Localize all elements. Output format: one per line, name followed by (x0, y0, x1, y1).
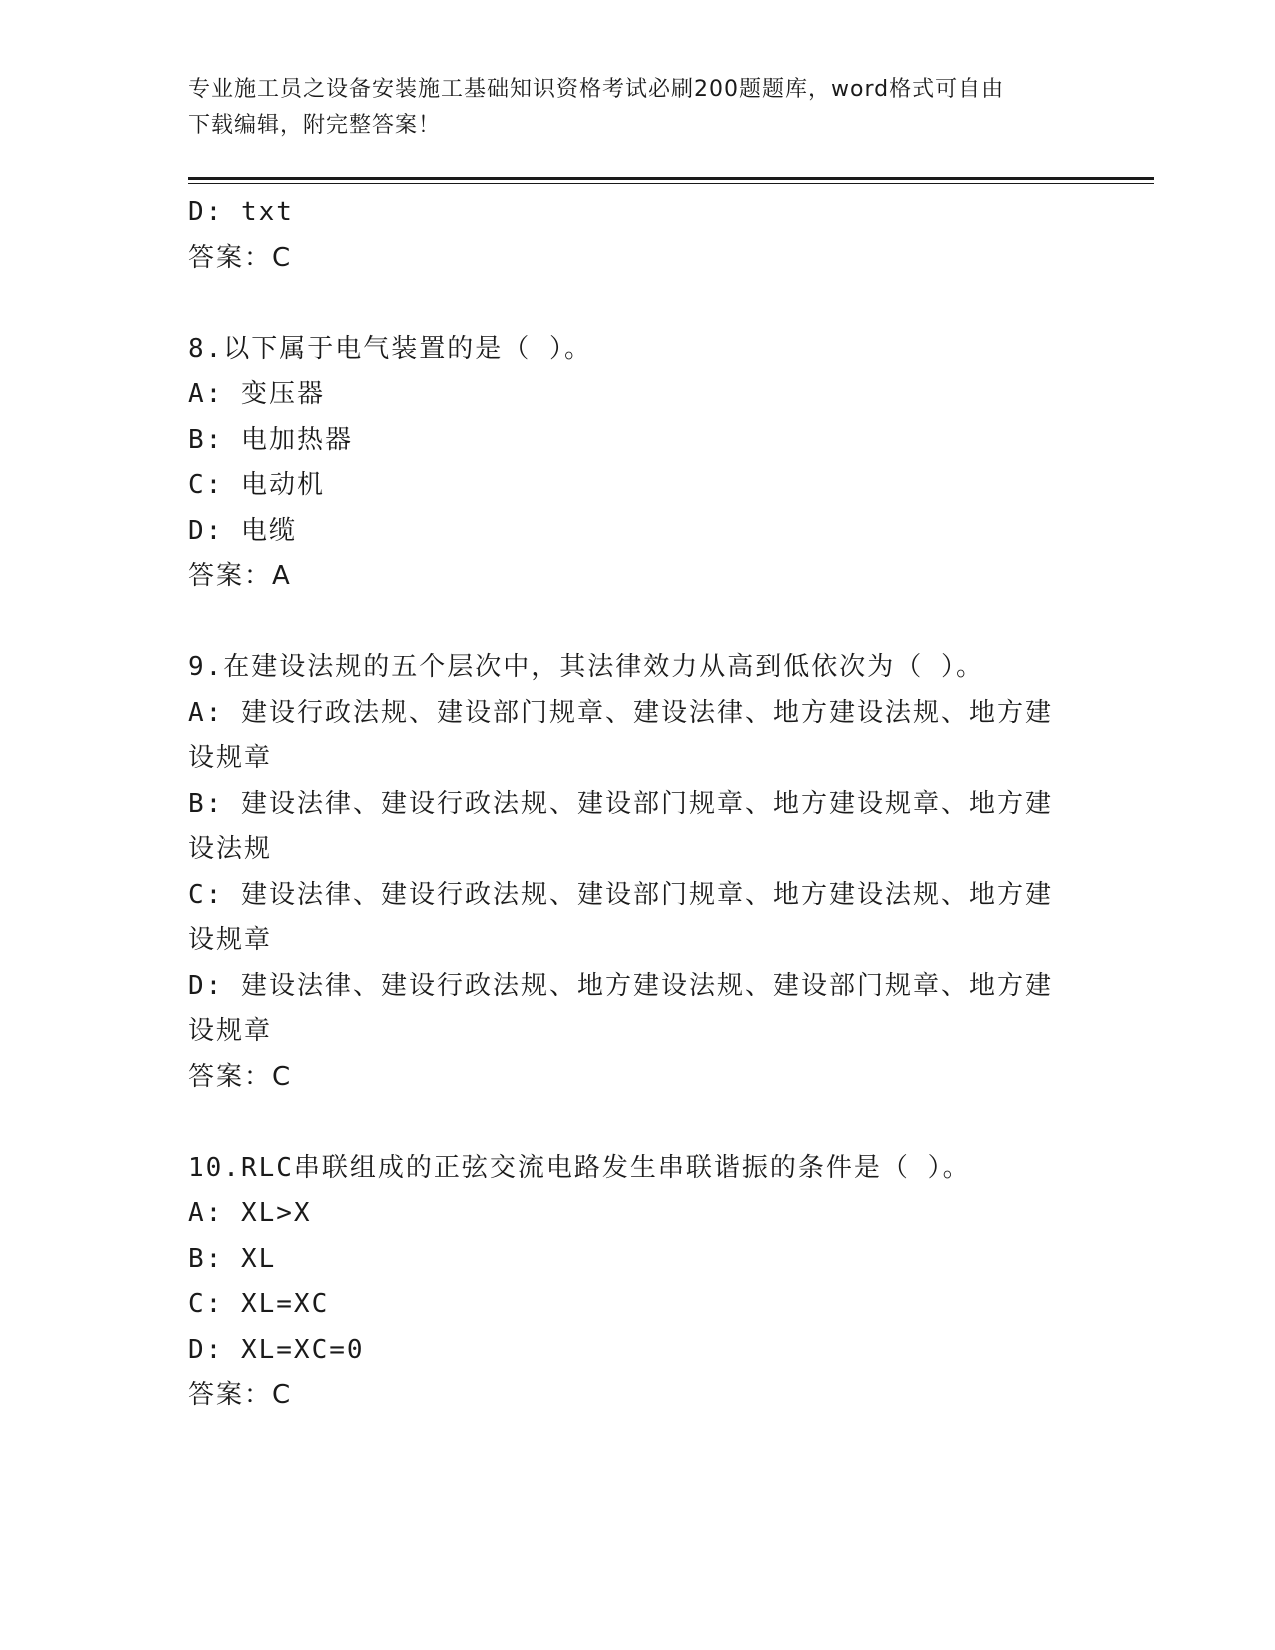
q9-option-b-line-2: 设法规 (188, 834, 273, 864)
q9-option-a-line-2: 设规章 (188, 743, 273, 773)
q9-option-c (188, 873, 1068, 964)
q9-option-d-line-1: D: 建设法律、建设行政法规、地方建设法规、建设部门规章、地方建 (188, 970, 1053, 1001)
q9-answer: 答案：C (188, 1061, 293, 1092)
q10-option-a: A: XL>X (188, 1198, 312, 1228)
q9-option-b (188, 782, 1068, 873)
header-divider-thick (188, 177, 1154, 180)
question-7-block (188, 190, 1068, 281)
q8-option-c: C: 电动机 (188, 470, 325, 500)
header-title-line-2: 下载编辑，附完整答案！ (188, 113, 442, 138)
q7-answer: 答案：C (188, 242, 293, 273)
spacer (188, 600, 1068, 646)
q9-option-a-line-1: A: 建设行政法规、建设部门规章、建设法律、地方建设法规、地方建 (188, 697, 1053, 728)
q10-option-b: B: XL (188, 1243, 277, 1274)
q9-option-d-line-2: 设规章 (188, 1016, 273, 1046)
q9-option-d (188, 964, 1068, 1055)
q8-option-b: B: 电加热器 (188, 424, 353, 455)
spacer (188, 1100, 1068, 1146)
spacer (188, 281, 1068, 327)
document-header (188, 72, 1068, 144)
q9-option-b-line-1: B: 建设法律、建设行政法规、建设部门规章、地方建设规章、地方建 (188, 788, 1053, 819)
question-list (188, 190, 1068, 1419)
q9-option-c-line-2: 设规章 (188, 925, 273, 955)
q8-option-a: A: 变压器 (188, 379, 325, 409)
q9-option-a (188, 691, 1068, 782)
q10-answer: 答案：C (188, 1380, 293, 1410)
q8-option-d: D: 电缆 (188, 515, 297, 546)
q8-answer: 答案：A (188, 561, 292, 591)
question-9-block (188, 645, 1068, 1100)
q10-question: 10.RLC串联组成的正弦交流电路发生串联谐振的条件是（ ）。 (188, 1152, 971, 1183)
question-8-block (188, 327, 1068, 600)
header-title-line-1: 专业施工员之设备安装施工基础知识资格考试必刷200题题库，word格式可自由 (188, 77, 1005, 102)
header-divider-thin (188, 183, 1154, 184)
question-10-block (188, 1146, 1068, 1419)
q8-question: 8.以下属于电气装置的是（ ）。 (188, 333, 592, 364)
q9-question: 9.在建设法规的五个层次中，其法律效力从高到低依次为（ ）。 (188, 652, 984, 682)
q10-option-d: D: XL=XC=0 (188, 1334, 365, 1365)
q10-option-c: C: XL=XC (188, 1289, 330, 1319)
q7-option-d: D: txt (188, 197, 294, 227)
q9-option-c-line-1: C: 建设法律、建设行政法规、建设部门规章、地方建设法规、地方建 (188, 879, 1053, 910)
